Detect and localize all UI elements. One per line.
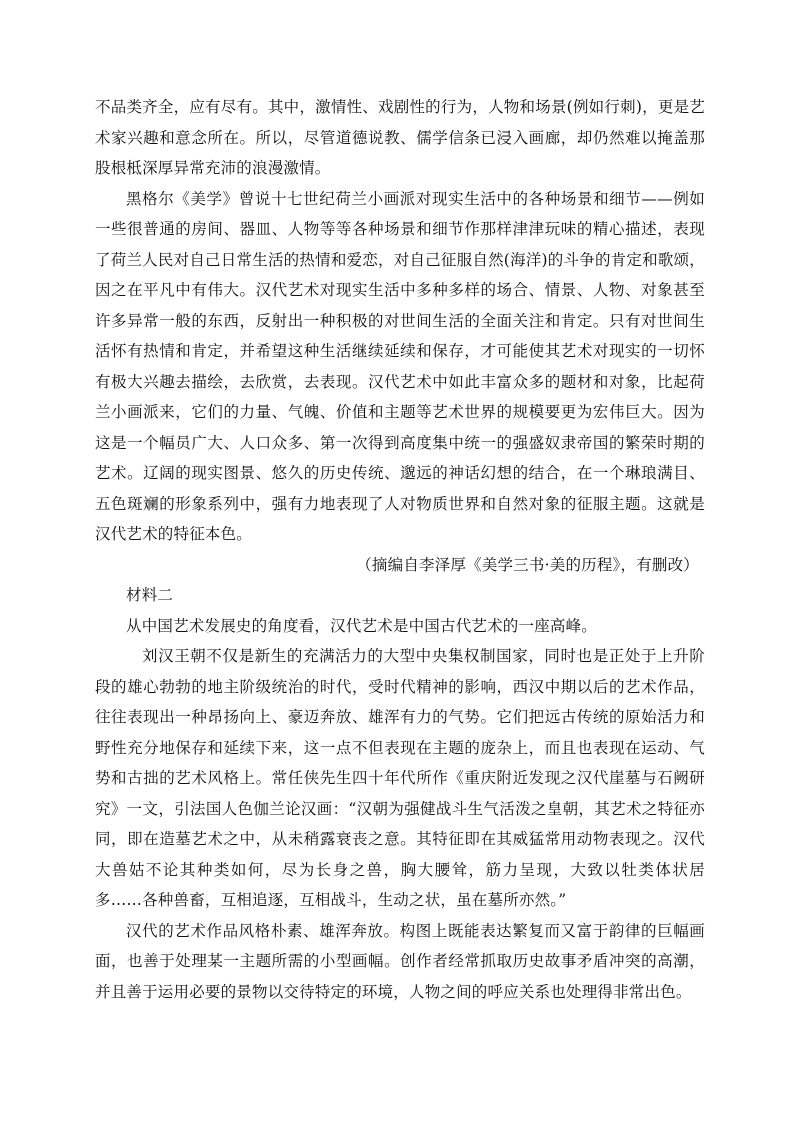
paragraph-continuation: 不品类齐全，应有尽有。其中，激情性、戏剧性的行为，人物和场景(例如行刺)，更是艺术家兴趣和意念所在。所以，尽管道德说教、儒学信条已浸入画廊，却仍然难以掩盖那股根柢深厚异常充沛的浪漫激情。	[95, 98, 705, 177]
paragraph-overview: 从中国艺术发展史的角度看，汉代艺术是中国古代艺术的一座高峰。	[126, 616, 598, 635]
document-body	[95, 92, 705, 1007]
source-citation: （摘编自李泽厚《美学三书·美的历程》，有删改）	[356, 555, 699, 574]
paragraph-liu-han: 刘汉王朝不仅是新生的充满活力的大型中央集权制国家，同时也是正处于上升阶段的雄心勃勃的地主阶级统治的时代，受时代精神的影响，西汉中期以后的艺术作品，往往表现出一种昂扬向上、豪迈奔放、雄浑有力的气势。它们把远古传统的原始活力和野性充分地保存和延续下来，这一点不但表现在主题的庞杂上，而且也表现在运动、气势和古拙的艺术风格上。常任侠先生四十年代所作《重庆附近发现之汉代崖墓与石阙研究》一文，引法国人色伽兰论汉画：“汉朝为强健战斗生气活泼之皇朝，其艺术之特征亦同，即在造墓艺术之中，从未稍露衰丧之意。其特征即在其威猛常用动物表现之。汉代大兽姑不论其种类如何，尽为长身之兽，胸大腰耸，筋力呈现，大致以牡类体状居多……各种兽畜，互相追逐，互相战斗，生动之状，虽在墓所亦然。”	[95, 647, 705, 909]
paragraph-style: 汉代的艺术作品风格朴素、雄浑奔放。构图上既能表达繁复而又富于韵律的巨幅画面，也善于处理某一主题所需的小型画幅。创作者经常抓取历史故事矛盾冲突的高潮，并且善于运用必要的景物以交待特定的环境，人物之间的呼应关系也处理得非常出色。	[95, 921, 705, 1001]
material-two-heading: 材料二	[126, 586, 174, 604]
paragraph-hegel: 黑格尔《美学》曾说十七世纪荷兰小画派对现实生活中的各种场景和细节——例如一些很普通的房间、器皿、人物等等各种场景和细节作那样津津玩味的精心描述，表现了荷兰人民对自己日常生活的热情和爱恋，对自己征服自然(海洋)的斗争的肯定和歌颂，因之在平凡中有伟大。汉代艺术对现实生活中多种多样的场合、情景、人物、对象甚至许多异常一般的东西，反射出一种积极的对世间生活的全面关注和肯定。只有对世间生活怀有热情和肯定，并希望这种生活继续延续和保存，才可能使其艺术对现实的一切怀有极大兴趣去描绘，去欣赏，去表现。汉代艺术中如此丰富众多的题材和对象，比起荷兰小画派来，它们的力量、气魄、价值和主题等艺术世界的规模要更为宏伟巨大。因为这是一个幅员广大、人口众多、第一次得到高度集中统一的强盛奴隶帝国的繁荣时期的艺术。辽阔的现实图景、悠久的历史传统、邈远的神话幻想的结合，在一个琳琅满目、五色斑斓的形象系列中，强有力地表现了人对物质世界和自然对象的征服主题。这就是汉代艺术的特征本色。	[95, 189, 705, 543]
